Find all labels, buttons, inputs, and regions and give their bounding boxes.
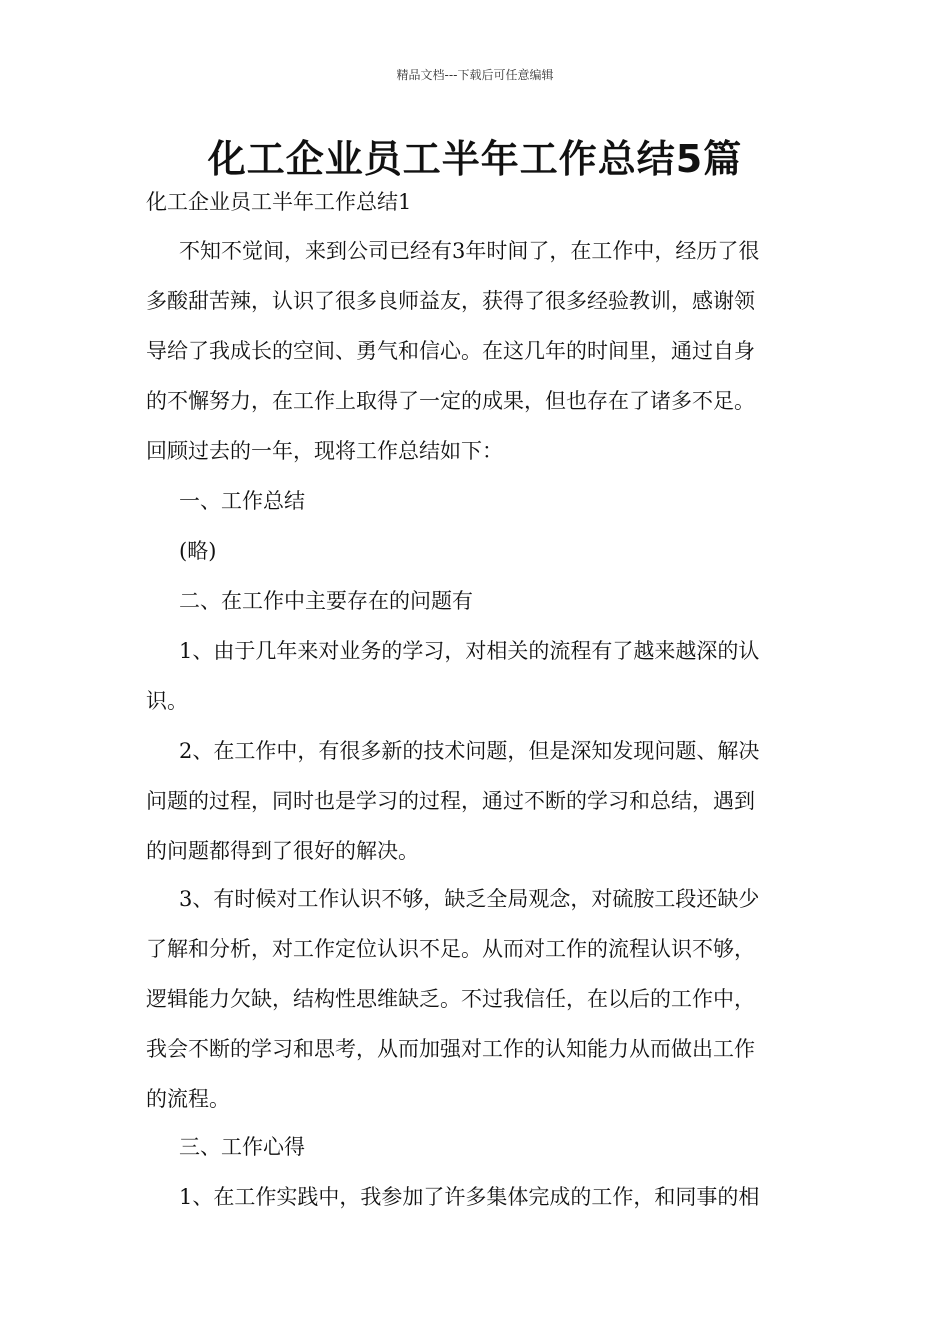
paragraph-line: 识。 xyxy=(146,689,188,713)
paragraph-line: 的不懈努力，在工作上取得了一定的成果，但也存在了诸多不足。 xyxy=(146,389,755,413)
paragraph-line: 回顾过去的一年，现将工作总结如下： xyxy=(146,439,503,463)
paragraph-line: 逻辑能力欠缺，结构性思维缺乏。不过我信任，在以后的工作中， xyxy=(146,987,755,1011)
paragraph-line: 1、由于几年来对业务的学习，对相关的流程有了越来越深的认 xyxy=(179,639,760,663)
paragraph-line: 1、在工作实践中，我参加了许多集体完成的工作，和同事的相 xyxy=(179,1185,760,1209)
paragraph-line: 的流程。 xyxy=(146,1087,230,1111)
paragraph-line: 导给了我成长的空间、勇气和信心。在这几年的时间里，通过自身 xyxy=(146,339,755,363)
paragraph-line: 2、在工作中，有很多新的技术问题，但是深知发现问题、解决 xyxy=(179,739,760,763)
document-title: 化工企业员工半年工作总结5篇 xyxy=(207,137,743,181)
section-heading: 一、工作总结 xyxy=(179,489,305,513)
header-note: 精品文档---下载后可任意编辑 xyxy=(396,68,554,82)
paragraph-line: 问题的过程，同时也是学习的过程，通过不断的学习和总结，遇到 xyxy=(146,789,755,813)
section-heading: 二、在工作中主要存在的问题有 xyxy=(179,589,473,613)
paragraph-line: (略) xyxy=(179,539,217,563)
section-subtitle: 化工企业员工半年工作总结1 xyxy=(146,190,412,214)
paragraph-line: 3、有时候对工作认识不够，缺乏全局观念，对硫胺工段还缺少 xyxy=(179,887,760,911)
paragraph-line: 了解和分析，对工作定位认识不足。从而对工作的流程认识不够， xyxy=(146,937,755,961)
paragraph-line: 的问题都得到了很好的解决。 xyxy=(146,839,419,863)
paragraph-line: 不知不觉间，来到公司已经有3年时间了，在工作中，经历了很 xyxy=(179,239,760,263)
section-heading: 三、工作心得 xyxy=(179,1135,305,1159)
paragraph-line: 多酸甜苦辣，认识了很多良师益友，获得了很多经验教训，感谢领 xyxy=(146,289,755,313)
paragraph-line: 我会不断的学习和思考，从而加强对工作的认知能力从而做出工作 xyxy=(146,1037,755,1061)
